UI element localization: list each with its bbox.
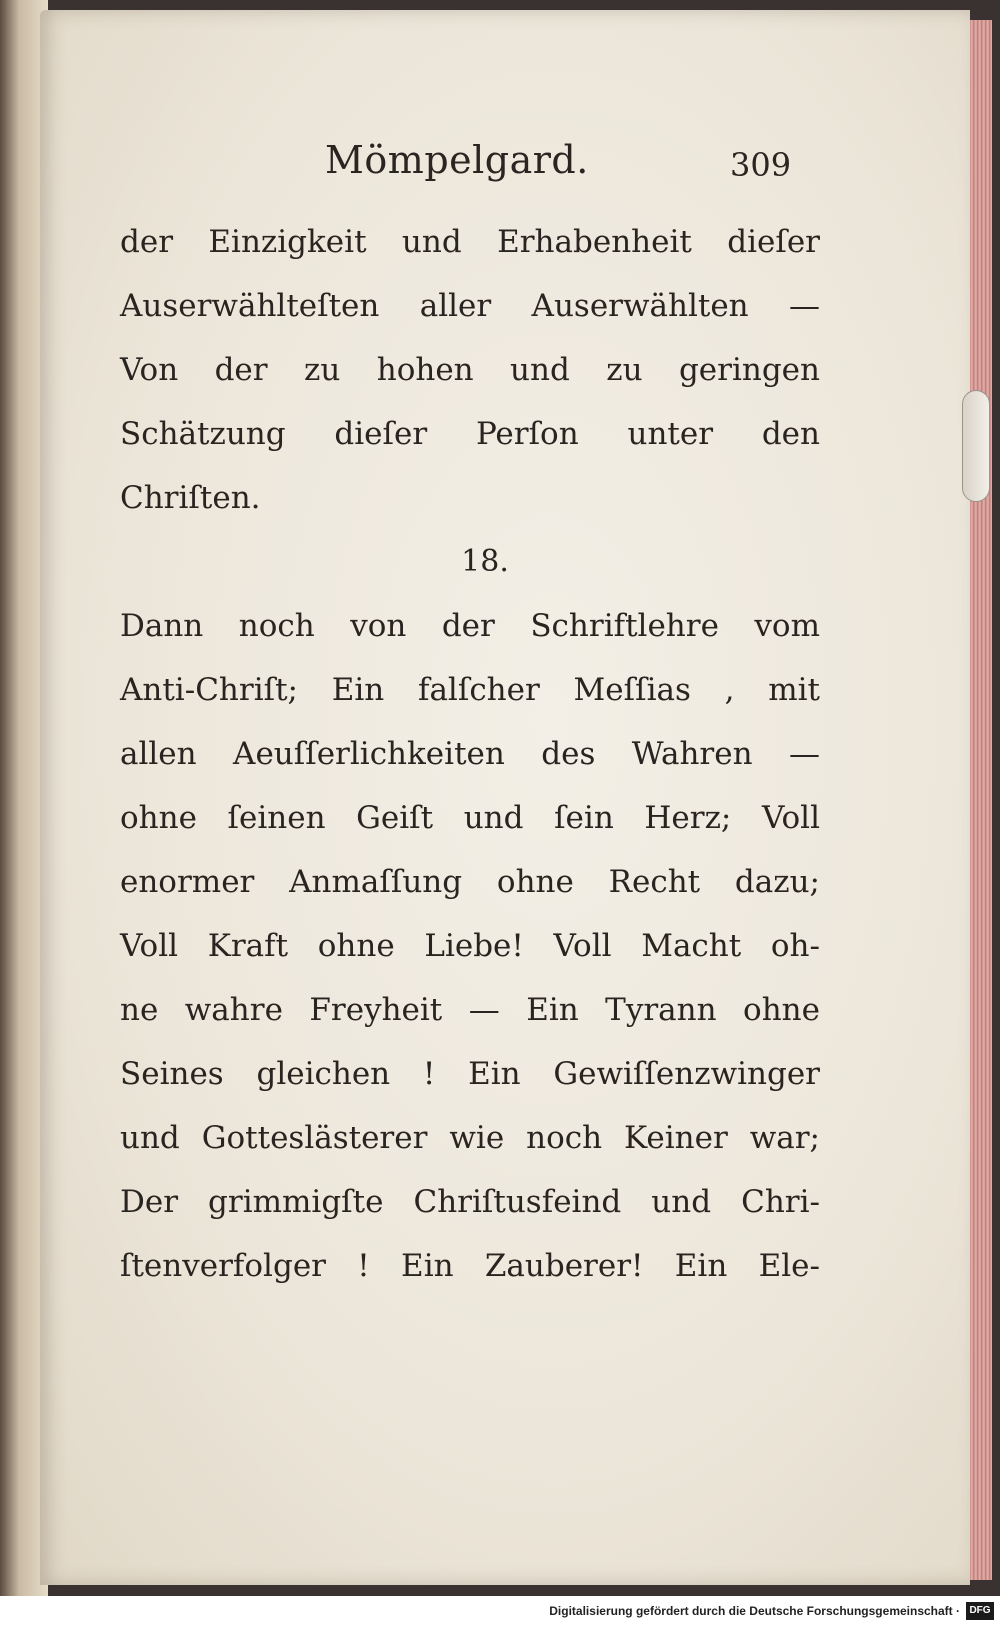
dfg-logo: DFG (966, 1602, 994, 1620)
text-line: Seines gleichen ! Ein Gewiſſenzwinger (120, 1056, 820, 1092)
book-page (40, 10, 970, 1585)
page-number: 309 (730, 146, 792, 184)
text-line: Auserwählteſten aller Auserwählten — (120, 288, 820, 324)
page-header (40, 138, 970, 198)
text-line: ne wahre Freyheit — Ein Tyrann ohne (120, 992, 820, 1028)
body-text (120, 210, 820, 1298)
text-line: und Gotteslästerer wie noch Keiner war; (120, 1120, 820, 1156)
page-edges-right (970, 20, 992, 1580)
text-line: Voll Kraft ohne Liebe! Voll Macht oh- (120, 928, 820, 964)
text-line: Der grimmigſte Chriſtusfeind und Chri- (120, 1184, 820, 1220)
text-line: ſtenverfolger ! Ein Zauberer! Ein Ele- (120, 1248, 820, 1284)
footer-credit-bar (0, 1596, 1000, 1631)
text-line: Schätzung dieſer Perſon unter den (120, 416, 820, 452)
page-clip (962, 390, 990, 502)
text-line: Anti-Chriſt; Ein falſcher Meſſias , mit (120, 672, 820, 708)
text-line: Chriſten. (120, 480, 261, 516)
text-line: der Einzigkeit und Erhabenheit dieſer (120, 224, 820, 260)
running-title: Mömpelgard. (325, 138, 589, 182)
text-line: Dann noch von der Schriftlehre vom (120, 608, 820, 644)
text-line: allen Aeuſſerlichkeiten des Wahren — (120, 736, 820, 772)
text-line: ohne ſeinen Geiſt und ſein Herz; Voll (120, 800, 820, 836)
text-line: Von der zu hohen und zu geringen (120, 352, 820, 388)
funding-credit: Digitalisierung gefördert durch die Deutsche Forschungsgemeinschaft · (549, 1604, 960, 1618)
section-number: 18. (461, 544, 509, 579)
text-line: enormer Anmaſſung ohne Recht dazu; (120, 864, 820, 900)
